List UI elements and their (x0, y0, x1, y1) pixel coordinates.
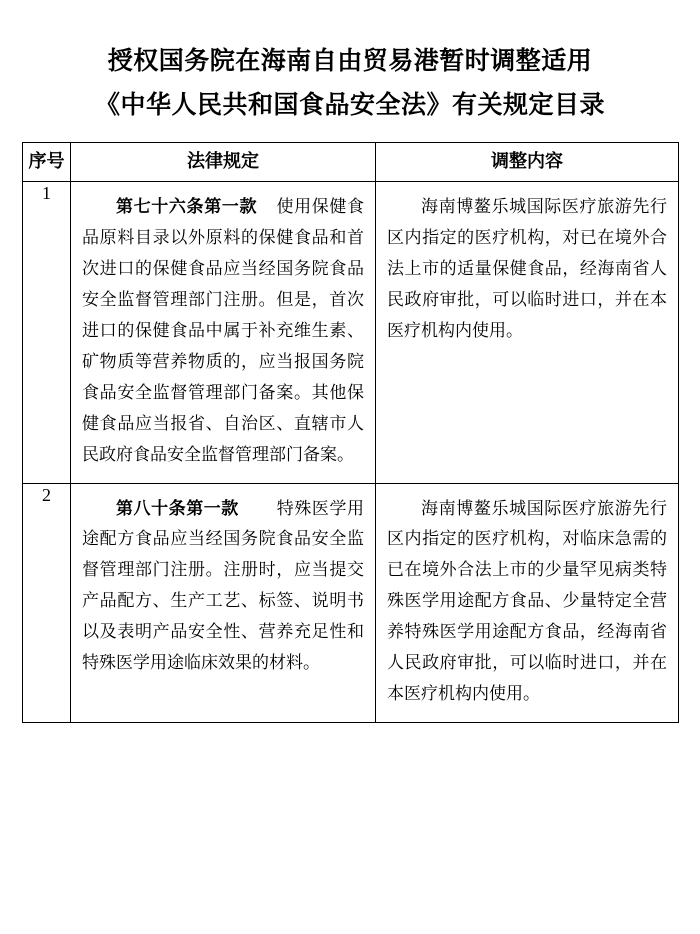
page-title (22, 40, 678, 128)
column-header-number: 序号 (23, 142, 71, 182)
adjustment-cell (376, 483, 679, 723)
adjustment-cell (376, 182, 679, 483)
law-provision-cell (71, 182, 376, 483)
table-header (23, 142, 679, 182)
column-header-law-provision: 法律规定 (71, 142, 376, 182)
adjustment-paragraph: 海南博鳌乐城国际医疗旅游先行区内指定的医疗机构，对临床急需的已在境外合法上市的少量罕见病类特殊医学用途配方食品、少量特定全营养特殊医学用途配方食品，经海南省人民政府审批，可以临时进口，并在本医疗机构内使用。 (387, 498, 667, 704)
table-row (23, 182, 679, 483)
page-title-line-2: 《中华人民共和国食品安全法》有关规定目录 (94, 91, 605, 119)
table-row (23, 483, 679, 723)
law-provision-cell (71, 483, 376, 723)
law-provision-text: 使用保健食品原料目录以外原料的保健食品和首次进口的保健食品应当经国务院食品安全监督管理部门注册。但是，首次进口的保健食品中属于补充维生素、矿物质等营养物质的，应当报国务院食品安全监督管理部门备案。其他保健食品应当报省、自治区、直辖市人民政府食品安全监督管理部门备案。 (82, 197, 365, 464)
row-number: 1 (23, 182, 71, 483)
adjustment-paragraph: 海南博鳌乐城国际医疗旅游先行区内指定的医疗机构，对已在境外合法上市的适量保健食品，经海南省人民政府审批，可以临时进口，并在本医疗机构内使用。 (387, 197, 667, 340)
page-title-line-1: 授权国务院在海南自由贸易港暂时调整适用 (107, 48, 593, 75)
law-provision-paragraph (82, 192, 364, 470)
law-provision-paragraph (82, 494, 364, 680)
law-provision-text: 特殊医学用途配方食品应当经国务院食品安全监督管理部门注册。注册时，应当提交产品配方、生产工艺、标签、说明书以及表明产品安全性、营养充足性和特殊医学用途临床效果的材料。 (82, 498, 365, 673)
table-body (23, 182, 679, 723)
law-clause-title: 第七十六条第一款 (116, 197, 258, 217)
row-number: 2 (23, 483, 71, 723)
law-clause-title: 第八十条第一款 (116, 498, 239, 518)
law-adjustment-table (22, 142, 679, 724)
column-header-adjustment: 调整内容 (376, 142, 679, 182)
table-header-row (23, 142, 679, 182)
